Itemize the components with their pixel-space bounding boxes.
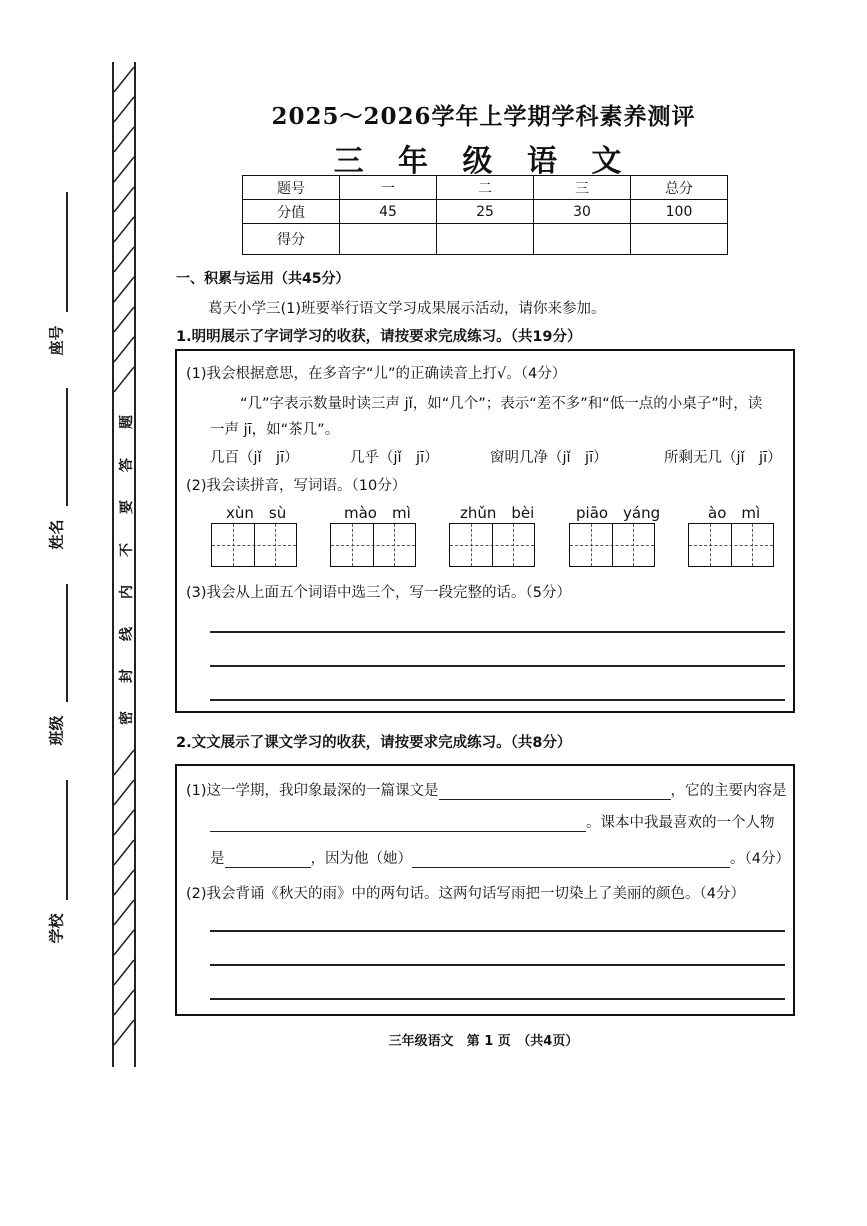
table-header: 总分	[631, 176, 728, 200]
table-cell: 25	[437, 200, 534, 224]
seal-char: 密	[119, 711, 135, 725]
q2-part1-text	[186, 779, 787, 800]
section-heading: 一、积累与运用（共45分）	[176, 271, 350, 287]
seal-char: 线	[119, 627, 135, 641]
favorite-lesson-field[interactable]	[439, 785, 671, 800]
pinyin-label: mào mì	[344, 504, 411, 522]
seal-char: 不	[119, 543, 135, 557]
option-pinyin[interactable]: （jǐ jī）	[722, 450, 782, 466]
option-item[interactable]	[210, 446, 299, 467]
seal-char: 题	[119, 415, 135, 429]
seal-char: 内	[119, 585, 135, 599]
writing-grid[interactable]	[211, 523, 297, 567]
answer-line[interactable]	[210, 930, 785, 932]
option-item[interactable]	[490, 446, 608, 467]
answer-line[interactable]	[210, 699, 785, 701]
score-table	[242, 175, 728, 255]
q2-part1-text: ，因为他（她）	[310, 851, 412, 867]
school-field[interactable]	[66, 780, 68, 900]
answer-line[interactable]	[210, 998, 785, 1000]
score-cell[interactable]	[631, 224, 728, 255]
exam-subtitle: 三 年 级 语 文	[333, 144, 634, 179]
seal-char: 封	[119, 669, 135, 683]
class-label: 班级	[47, 715, 66, 746]
writing-grid[interactable]	[330, 523, 416, 567]
q2-part1-mid: ，它的主要内容是	[670, 783, 787, 799]
pinyin-label: ào mì	[708, 504, 761, 522]
pinyin-label: piāo yáng	[576, 504, 661, 522]
table-header: 一	[340, 176, 437, 200]
seat-label: 座号	[47, 325, 66, 356]
q2-part2-prompt: (2)我会背诵《秋天的雨》中的两句话。这两句话写雨把一切染上了美丽的颜色。（4分）	[186, 886, 746, 902]
exam-title: 2025～2026学年上学期学科素养测评	[271, 103, 696, 130]
option-pinyin[interactable]: （jǐ jī）	[379, 450, 439, 466]
option-pinyin[interactable]: （jǐ jī）	[548, 450, 608, 466]
table-row-label: 分值	[243, 200, 340, 224]
seal-char: 答	[119, 458, 135, 472]
binding-hatch-bottom	[112, 745, 136, 1065]
option-word: 窗明几净	[490, 450, 548, 466]
q1-part2-prompt: (2)我会读拼音，写词语。（10分）	[186, 478, 407, 494]
q1-part1-desc: 一声 jī，如“茶几”。	[210, 422, 340, 438]
q1-part1-prompt: (1)我会根据意思，在多音字“儿”的正确读音上打√。（4分）	[186, 366, 567, 382]
pinyin-label: xùn sù	[226, 504, 287, 522]
table-cell: 45	[340, 200, 437, 224]
option-word: 所剩无几	[664, 450, 722, 466]
class-field[interactable]	[66, 584, 68, 702]
writing-grid[interactable]	[569, 523, 655, 567]
table-cell: 30	[534, 200, 631, 224]
main-content-field[interactable]	[210, 817, 586, 832]
reason-field[interactable]	[412, 853, 730, 868]
q2-part1-line3	[210, 847, 790, 868]
option-item[interactable]	[350, 446, 439, 467]
school-label: 学校	[47, 913, 66, 944]
q2-part1-line2	[210, 811, 775, 832]
question-1-title: 1.明明展示了字词学习的收获，请按要求完成练习。（共19分）	[176, 329, 582, 345]
score-cell[interactable]	[340, 224, 437, 255]
writing-grid[interactable]	[449, 523, 535, 567]
pinyin-label: zhǔn bèi	[460, 504, 535, 522]
table-header: 题号	[243, 176, 340, 200]
q2-part1-prefix: (1)这一学期，我印象最深的一篇课文是	[186, 783, 439, 799]
option-word: 几乎	[350, 450, 379, 466]
answer-line[interactable]	[210, 665, 785, 667]
table-header: 三	[534, 176, 631, 200]
answer-line[interactable]	[210, 631, 785, 633]
q1-part1-desc: “几”字表示数量时读三声 jǐ，如“几个”；表示“差不多”和“低一点的小桌子”时，读	[240, 396, 763, 412]
q2-part1-score: 。（4分）	[730, 851, 790, 867]
writing-grid[interactable]	[688, 523, 774, 567]
name-field[interactable]	[66, 388, 68, 506]
q2-part1-text: 。课本中我最喜欢的一个人物	[586, 815, 775, 831]
q2-part1-text: 是	[210, 851, 225, 867]
score-cell[interactable]	[437, 224, 534, 255]
name-label: 姓名	[47, 519, 66, 550]
option-pinyin[interactable]: （jǐ jī）	[239, 450, 299, 466]
answer-line[interactable]	[210, 964, 785, 966]
table-header: 二	[437, 176, 534, 200]
q1-part3-prompt: (3)我会从上面五个词语中选三个，写一段完整的话。（5分）	[186, 585, 572, 601]
seat-field[interactable]	[66, 192, 68, 312]
character-field[interactable]	[225, 853, 311, 868]
table-row-label: 得分	[243, 224, 340, 255]
table-cell: 100	[631, 200, 728, 224]
seal-char: 要	[119, 500, 135, 514]
page-footer: 三年级语文 第 1 页 （共4页）	[388, 1034, 579, 1049]
question-2-title: 2.文文展示了课文学习的收获，请按要求完成练习。（共8分）	[176, 735, 572, 751]
option-item[interactable]	[664, 446, 782, 467]
option-word: 几百	[210, 450, 239, 466]
section-intro: 葛天小学三(1)班要举行语文学习成果展示活动，请你来参加。	[208, 301, 606, 317]
score-cell[interactable]	[534, 224, 631, 255]
